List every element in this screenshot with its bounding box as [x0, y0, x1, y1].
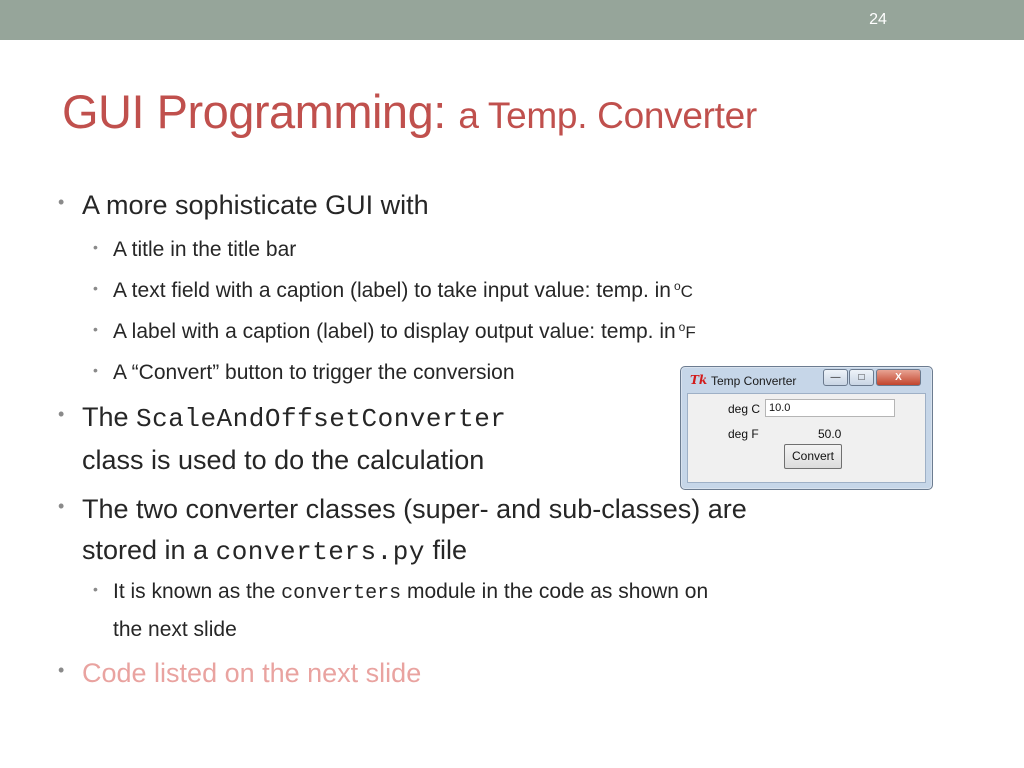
- deg-c-label: deg C: [728, 402, 761, 416]
- bullet-icon: •: [58, 660, 65, 680]
- bullet-continuation: [82, 535, 467, 567]
- bullet-item: [58, 494, 747, 525]
- bullet-text: A more sophisticate GUI with: [82, 190, 429, 220]
- deg-f-label: deg F: [728, 427, 759, 441]
- bullet-icon: •: [58, 404, 65, 424]
- bullet-text: A “Convert” button to trigger the conversion: [113, 361, 515, 384]
- window-client-area: [687, 393, 926, 483]
- bullet-text: stored in a: [82, 535, 209, 565]
- bullet-icon: •: [93, 581, 98, 597]
- bullet-text: the next slide: [113, 618, 237, 641]
- bullet-text: class is used to do the calculation: [82, 445, 485, 475]
- bullet-text: The two converter classes (super- and sub-classes) are: [82, 494, 747, 524]
- degree-symbol: o: [673, 279, 681, 293]
- bullet-icon: •: [93, 280, 98, 296]
- close-button[interactable]: X: [876, 369, 921, 386]
- bullet-icon: •: [58, 496, 65, 516]
- title-sub: a Temp. Converter: [458, 95, 757, 136]
- tk-feather-icon: Tk: [690, 373, 708, 387]
- bullet-text: A text field with a caption (label) to take input value: temp. in: [113, 279, 671, 302]
- top-banner: [0, 0, 1024, 40]
- deg-f-output: 50.0: [818, 427, 842, 441]
- maximize-button[interactable]: □: [849, 369, 874, 386]
- slide-number: 24: [869, 11, 887, 28]
- convert-button[interactable]: Convert: [784, 444, 842, 469]
- unit-fahrenheit: F: [685, 323, 696, 342]
- bullet-item: [58, 190, 429, 221]
- bullet-item: [58, 402, 507, 434]
- minimize-button[interactable]: —: [823, 369, 848, 386]
- bullet-item: [58, 658, 422, 689]
- sub-bullet-continuation: [113, 618, 237, 642]
- bullet-text: Code listed on the next slide: [82, 658, 422, 688]
- file-name-code: converters.py: [215, 537, 425, 567]
- sub-bullet-item: [93, 320, 696, 344]
- sub-bullet-item: [93, 279, 693, 303]
- degree-symbol: o: [678, 320, 686, 334]
- unit-celsius: C: [680, 282, 693, 301]
- bullet-text: file: [432, 535, 467, 565]
- bullet-text: A label with a caption (label) to display output value: temp. in: [113, 320, 676, 343]
- class-name-code: ScaleAndOffsetConverter: [136, 404, 507, 434]
- bullet-icon: •: [58, 192, 65, 212]
- sub-bullet-item: [93, 361, 515, 385]
- module-name-code: converters: [281, 582, 402, 605]
- bullet-text: module in the code as shown on: [406, 580, 709, 603]
- bullet-icon: •: [93, 321, 98, 337]
- sub-bullet-item: [93, 580, 709, 605]
- deg-c-entry[interactable]: 10.0: [765, 399, 895, 417]
- temp-converter-window: [680, 366, 933, 490]
- bullet-continuation: [82, 445, 484, 476]
- slide-title: [62, 84, 757, 139]
- bullet-text: A title in the title bar: [113, 238, 297, 261]
- bullet-text: The: [82, 402, 129, 432]
- sub-bullet-item: [93, 238, 297, 262]
- title-main: GUI Programming:: [62, 85, 446, 138]
- bullet-text: It is known as the: [113, 580, 276, 603]
- bullet-icon: •: [93, 239, 98, 255]
- bullet-icon: •: [93, 362, 98, 378]
- window-title: Temp Converter: [711, 374, 797, 388]
